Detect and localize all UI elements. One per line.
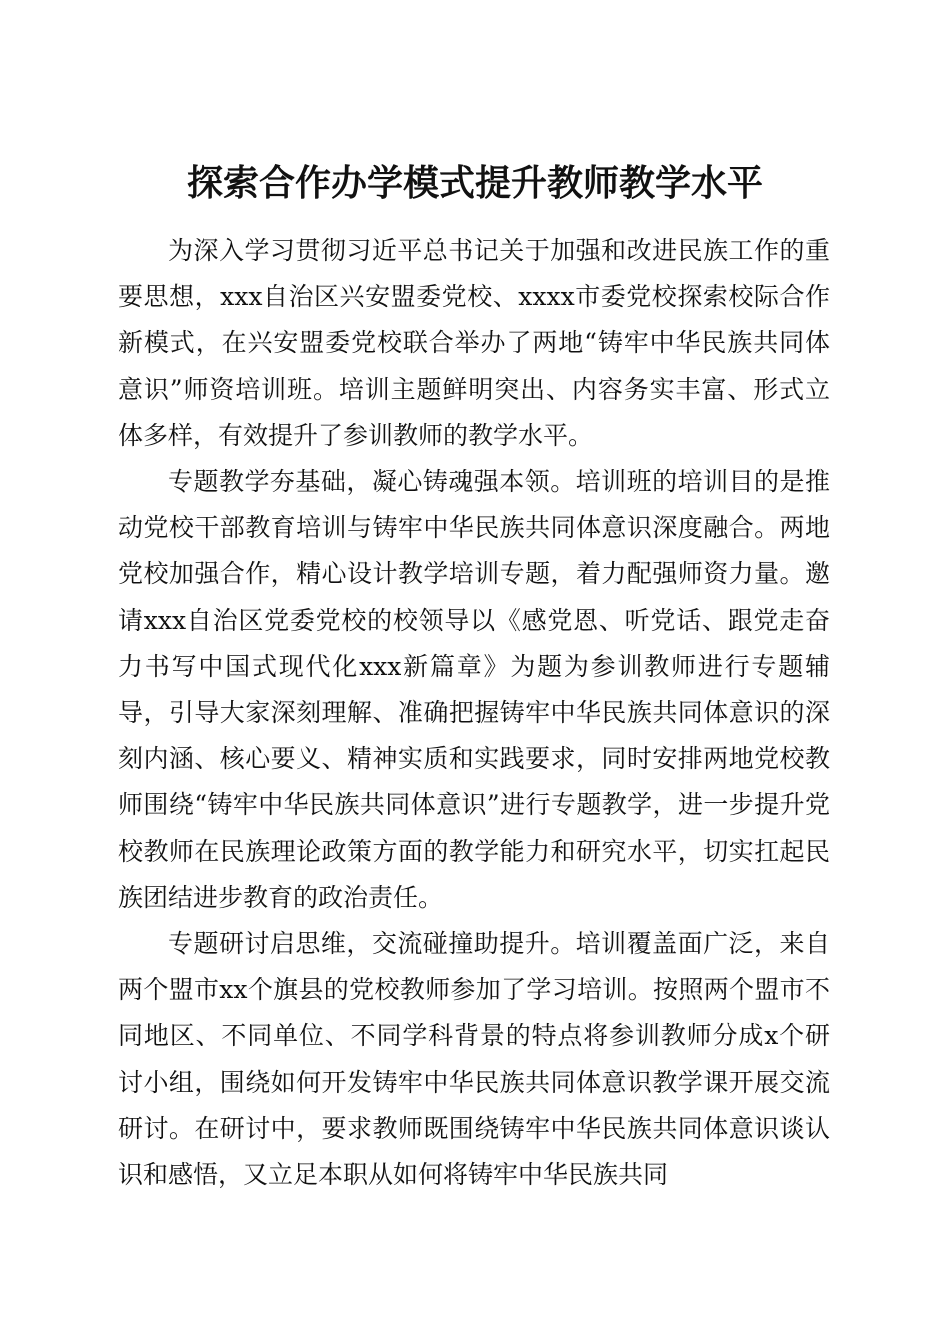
paragraph-teaching: 专题教学夯基础，凝心铸魂强本领。培训班的培训目的是推动党校干部教育培训与铸牢中华民族共同体意识深度融合。两地党校加强合作，精心设计教学培训专题，着力配强师资力量。邀请xxx自治区党委党校的校领导以《感党恩、听党话、跟党走奋力书写中国式现代化xxx新篇章》为题为参训教师进行专题辅导，引导大家深刻理解、准确把握铸牢中华民族共同体意识的深刻内涵、核心要义、精神实质和实践要求，同时安排两地党校教师围绕“铸牢中华民族共同体意识”进行专题教学，进一步提升党校教师在民族理论政策方面的教学能力和研究水平，切实扛起民族团结进步教育的政治责任。 xyxy=(118,467,830,912)
paragraph-seminar: 专题研讨启思维，交流碰撞助提升。培训覆盖面广泛，来自两个盟市xx个旗县的党校教师参加了学习培训。按照两个盟市不同地区、不同单位、不同学科背景的特点将参训教师分成x个研讨小组，围绕如何开发铸牢中华民族共同体意识教学课开展交流研讨。在研讨中，要求教师既围绕铸牢中华民族共同体意识谈认识和感悟，又立足本职从如何将铸牢中华民族共同 xyxy=(118,929,830,1190)
document-body xyxy=(118,228,830,1198)
paragraph-intro: 为深入学习贯彻习近平总书记关于加强和改进民族工作的重要思想，xxx自治区兴安盟委党校、xxxx市委党校探索校际合作新模式，在兴安盟委党校联合举办了两地“铸牢中华民族共同体意识”师资培训班。培训主题鲜明突出、内容务实丰富、形式立体多样，有效提升了参训教师的教学水平。 xyxy=(118,236,830,450)
document-title: 探索合作办学模式提升教师教学水平 xyxy=(186,162,763,205)
